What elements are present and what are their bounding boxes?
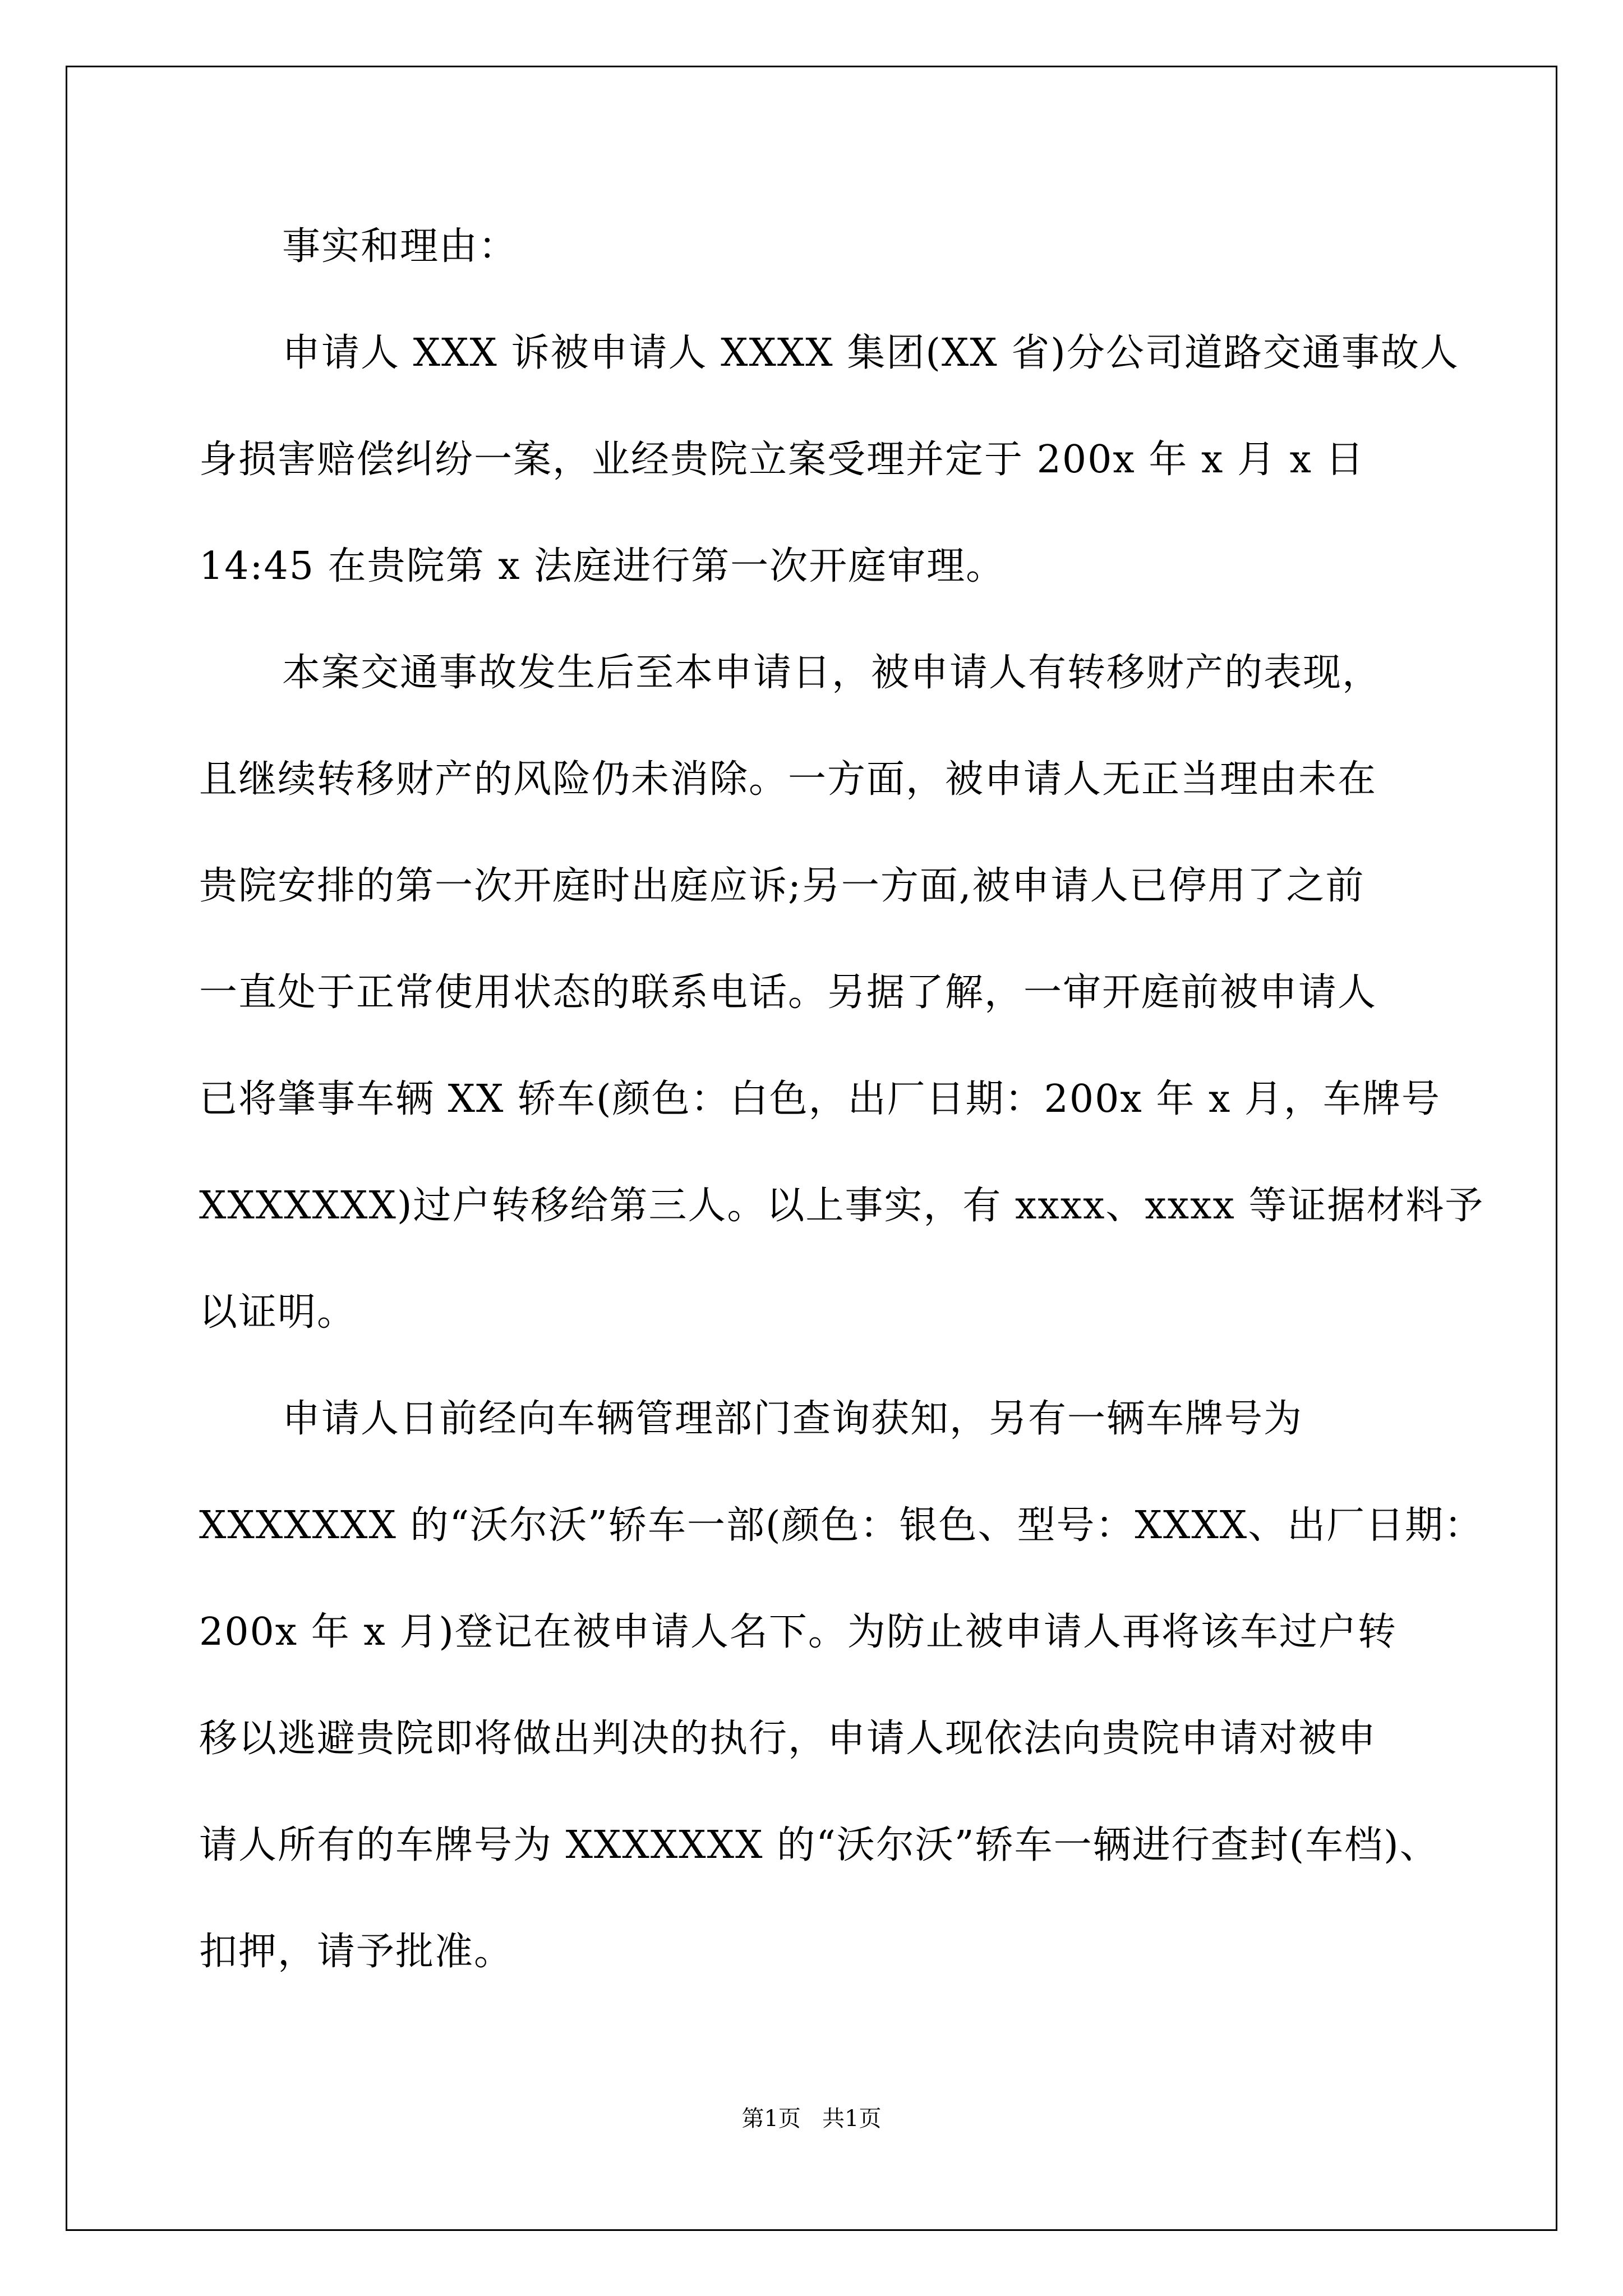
paragraph-1-line-2: 身损害赔偿纠纷一案，业经贵院立案受理并定于 200x 年 x 月 x 日 [199, 438, 1365, 482]
paragraph-3-line-6: 扣押，请予批准。 [199, 1930, 514, 1974]
page-border [66, 66, 1557, 2231]
paragraph-3-line-3: 200x 年 x 月)登记在被申请人名下。为防止被申请人再将该车过户转 [199, 1610, 1397, 1654]
paragraph-2-line-1: 本案交通事故发生后至本申请日，被申请人有转移财产的表现， [282, 651, 1382, 695]
section-heading: 事实和理由： [282, 224, 518, 269]
paragraph-2-line-3: 贵院安排的第一次开庭时出庭应诉;另一方面,被申请人已停用了之前 [199, 864, 1365, 908]
paragraph-2-line-6: XXXXXXX)过户转移给第三人。以上事实，有 xxxx、xxxx 等证据材料予 [199, 1184, 1484, 1228]
paragraph-2-line-2: 且继续转移财产的风险仍未消除。一方面，被申请人无正当理由未在 [199, 757, 1377, 802]
paragraph-3-line-4: 移以逃避贵院即将做出判决的执行，申请人现依法向贵院申请对被申 [199, 1717, 1377, 1761]
paragraph-2-line-4: 一直处于正常使用状态的联系电话。另据了解，一审开庭前被申请人 [199, 970, 1377, 1015]
paragraph-2-line-7: 以证明。 [199, 1290, 357, 1335]
paragraph-3-line-5: 请人所有的车牌号为 XXXXXXX 的“沃尔沃”轿车一辆进行查封(车档)、 [199, 1823, 1439, 1867]
paragraph-1-line-1: 申请人 XXX 诉被申请人 XXXX 集团(XX 省)分公司道路交通事故人 [282, 331, 1459, 375]
paragraph-1-line-3: 14:45 在贵院第 x 法庭进行第一次开庭审理。 [199, 544, 1006, 588]
page-number-footer: 第1页 共1页 [741, 2106, 882, 2132]
paragraph-3-line-2: XXXXXXX 的“沃尔沃”轿车一部(颜色：银色、型号：XXXX、出厂日期： [199, 1503, 1484, 1548]
paragraph-2-line-5: 已将肇事车辆 XX 轿车(颜色：白色，出厂日期：200x 年 x 月，车牌号 [199, 1077, 1441, 1121]
paragraph-3-line-1: 申请人日前经向车辆管理部门查询获知，另有一辆车牌号为 [282, 1397, 1303, 1441]
